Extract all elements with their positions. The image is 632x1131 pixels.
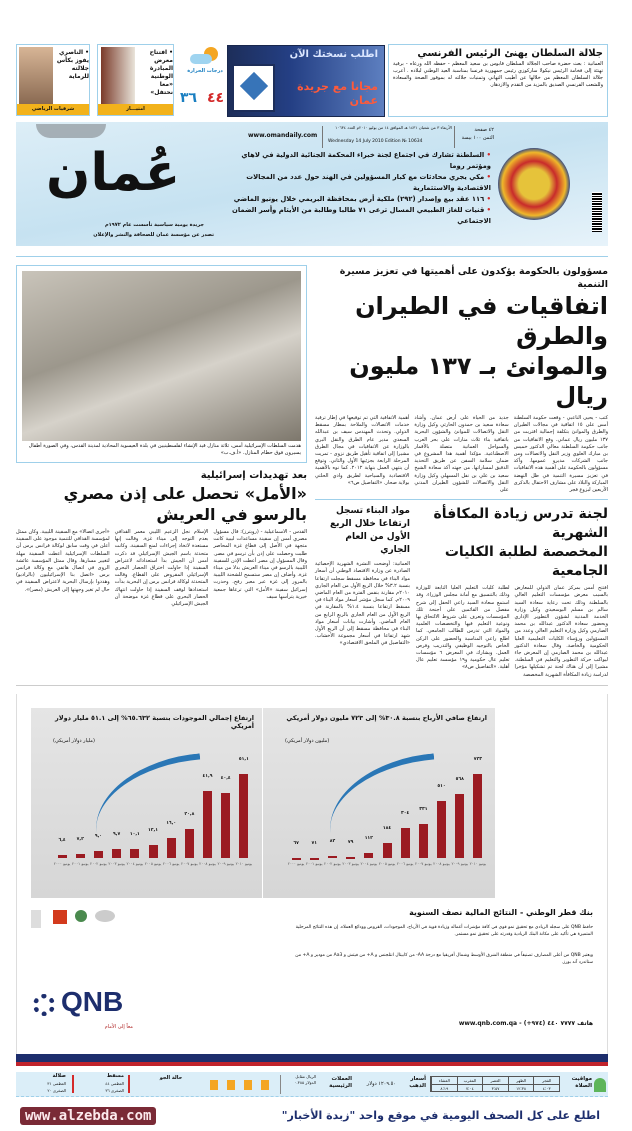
prayer-times-table [430,1076,560,1092]
sports-teaser[interactable] [16,44,90,116]
chart-value-label: ٩,٧ [113,832,121,838]
qnb-contact[interactable]: هاتف ٧٧٧٧ ٤٤٠ (٩٧٤+) - www.qnb.com.qa [458,1019,593,1027]
national-emblem [498,148,570,220]
sun-cloud-icon [190,47,218,65]
prayer-name: الفجر [534,1077,559,1085]
culture-teaser-text: • افتتاح معرض المبادرة الوطنية «معا نحتفل» [149,49,173,96]
chart-category-label: يونيو ٢٠٠١ [305,860,323,866]
chart-bar [419,824,428,857]
chart-value-label: ٤٠,٤ [220,776,231,782]
chart-value-label: ٥٦٨ [455,777,464,783]
main-col-2: جديد من الحياة على أرض عمان. وأشاد سعادة سعيد بن حمدون الحارثي وكيل وزارة النقل والاتصالات للموانئ والشؤون البحرية باتفاقية بناء ثلاث منارات على بحر العرب والسواحل العمانية متصلة بالأقمار الاصطناعية. مؤكدا أهمية هذا المشروع في ضمان سلامة السفن عن طريق التحديد الدقيق لمساراتها. من جهته أكد سعادة الشيخ سعيد بن علي بن نفل المسهلي وكيل وزارة النقل والاتصالات للشؤون الطيران المدني على [414,415,509,494]
sports-photo [19,47,53,104]
banner-url[interactable]: www.alzebda.com [20,1107,156,1125]
chart-value-label: ٨٢ [329,839,336,845]
city-1: مسقط [106,1072,124,1079]
left-column [16,265,307,608]
weather-icons [210,1080,276,1090]
chart-value-label: ٧١ [311,840,318,846]
story4-kicker: بعد تهديدات إسرائيلية [200,470,307,481]
chart-value-label: ٧٩ [347,839,354,845]
story4-col-1: القدس - الاسماعيلية - (رويترز): قال مسؤول مصري أمس إن سفينة مساعدات ليبية كانت متجهة في الأصل إلى قطاع غزة المحاصر طلبت وحصلت على إذن بأن ترسو في مصر. وقال المسؤول إن مصر أعطت الإذن للسفينة الليبية بالرسو في ميناء العريش بدلا من ميناء غزة. وأضاف إن مصر ستسمح للشحنة الليبية بالمرور إلى غزة عبر معبر رفح. وحذرت إسرائيل سفينة «الأمل» التي ترعاها جمعية خيرية يترأسها سيف [213,529,307,600]
masthead-cloud [36,124,106,138]
sports-teaser-text: • الناصري يفوز بكأس جلالته للرماية [56,49,89,80]
chart-value-label: ٣٣١ [419,807,428,813]
main-col-3: أهمية الاتفاقية التي تم توقيعها في إطار ترقية خدمات الاتصالات والملاحة بمطار مسقط الدولي. وتحدث المهندس سيف بن عبدالله السعدي مدير عام الطرق والنقل البري بالوزارة عن الاتفاقيات في مجال الطرق مشيرا إلى اتفاقية تأهيل طريق نزوى - تمريت المرحلة الرابعة بجزئيها الأول والثاني. وتوقع أن ينتهي العمل بنهاية ٢٠١٢. كما نوه بالأهمية الاقتصادية والسياحية لطريق وادي الحلتي بولاية صحار. «التفاصيل ص٦» [315,415,410,486]
info-strip [16,1072,608,1097]
chart-category-label: يونيو ٢٠٠٤ [126,860,144,866]
prayer-time: ١٢:٣٨ [516,1085,527,1091]
story2-col-2: لطلبة كليات التعليم العليا التابعة للوزارة وذلك بالتنسيق مع أمانة مجلس الوزراء. وقد استمع سعادة السيد راعي الحفل إلى شرح مفصل من القائمين على أجنحة تلك المؤسسات وتعرف على شروط الالتحاق بها ونوعية التعليم فيها والتخصصات العلمية والمواد التي تدرس للطالب الجامعي. كما اطلع راعي المناسبة والحضور على الركن الخاص بالتوجيه الوظيفي والتدريب وفرص العمل. ويشارك في المعرض ٦ مؤسسات تعليم عال حكومية و١٩ مؤسسة تعليم عال أهلية. «التفاصيل ص٨» [416,585,510,671]
photo-box [16,265,307,463]
date-arabic: الأربعاء ٣ من شعبان ١٤٣١ هـ الموافق ١٤ من يوليو ٢٠١٠م العدد ١٠٦٣٤ [335,125,452,130]
date-english: Wednesday 14 July 2010 Edition № 10634 [328,139,423,144]
barcode [592,192,602,232]
story3-col: العمانية: أوضحت النشرة الشهرية الإحصائية الصادرة عن وزارة الاقتصاد الوطني أن أسعار مواد البناء في محافظة مسقط سجلت ارتفاعا بنسبة ٣.٢% خلال الربع الأول من العام الجاري ٢٠١٠م مقارنة بنفس الفترة من العام الماضي ٢٠٠٩م. كما سجل مؤشر أسعار مواد البناء في مسقط ارتفاعا بنسبة ١.٤% بالمقارنة في الربع الأول من العام الجاري بالربع الرابع من العام الماضي. وأشارت بيانات أسعار مواد البناء في محافظة مسقط إلى أن الربع الأول شهد ارتفاعا في أسعار مجموعة الأخشاب. «التفاصيل في الملحق الاقتصادي» [315,561,411,647]
story3 [315,505,410,647]
ad-title: اطلب نسختك الآن [289,49,378,60]
main-col-1: كتب - يحيى الناعبي - وقعت حكومة السلطنة أمس على ١٥ اتفاقية في مجالات الطيران والطرق والموانئ بتكلفة إجمالية اقتربت من ١٣٧ مليون ريال عماني. وقع الاتفاقيات من جانب حكومة السلطنة معالي الدكتور خميس بن مبارك العلوي وزير النقل والاتصالات ومن جانب الشركات مديرو عمومها. وأكد مسؤولون بالحكومة على أهمية هذه الاتفاقيات في تعزيز مسيرة التنمية في ظل النهضة المباركة والبلاد على مشارف الاحتفال بالذكرى الأربعين لبزوغ فجر [513,415,608,494]
lead-brief-title: جلالة السلطان يهنئ الرئيس الفرنسي [417,48,603,59]
culture-teaser[interactable] [97,44,174,116]
chart-bar [383,843,392,858]
chart-category-label: يونيو ٢٠٠٩ [217,860,234,866]
qnb-logo[interactable]: QNB [61,985,124,1017]
photo-caption: هدمت السلطات الإسرائيلية أمس، ثلاثة منازل قيد الإنشاء لفلسطينيين في بلدة العيسوية المحاذية لمدينة القدس، وفي الصورة أطفال يسيرون فوق حطام المنازل. «أ.ف.ب» [28,443,301,456]
gold-value: ١٢٠٩.٥٠ دولار [366,1080,396,1087]
currency-label: العملات الرئيسية [329,1075,352,1089]
prayer-time-cell [508,1077,534,1091]
banner-text: اطلع على كل الصحف اليومية في موقع واحد "زبدة الأخبار" [281,1109,600,1123]
bullet-item[interactable]: • السلطنة تشارك في اجتماع لجنة خبراء المحكمة الجنائية الدولية في لاهاي ومؤتمر روما [241,151,491,170]
chart-value-label: ٦٧ [293,841,299,847]
temp-low: ٣٦ [180,90,198,106]
chart-bar [167,838,176,858]
story2-headline-1[interactable]: لجنة تدرس زيادة المكافأة الشهرية [433,506,608,542]
mosque-icon [594,1078,606,1092]
chart-bar [328,856,337,858]
gold-label: أسعار الذهب [409,1075,426,1089]
chart-bar [203,791,212,858]
chart-value-label: ٦,٤ [58,838,66,844]
story3-headline[interactable]: مواد البناء تسجل ارتفاعا خلال الربع الأول من العام الجاري [329,506,410,556]
chart-bar [94,851,103,858]
prayer-time: ٨:١٩ [440,1085,449,1091]
award-logos [31,910,121,930]
city-2-low: الصغرى ٢٠ [47,1087,66,1093]
weather-status-label: حالة الجو [159,1074,183,1081]
prayer-time-cell [457,1077,483,1091]
main-headline-1[interactable]: اتفاقيات في الطيران والطرق [355,292,608,350]
chart-value-label: ٤١,٩ [202,773,213,779]
chart-category-label: يونيو ٢٠٠٢ [90,860,107,866]
chart-profit-unit: (مليون دولار أمريكي) [285,737,330,744]
prayer-label: مواقيت الصلاة [571,1075,592,1089]
chart-assets-title: ارتفاع إجمالي الموجودات بنسبة ٦٥.٦٣٢% إلى ٥١.١ مليار دولار أمريكي [55,713,254,730]
chart-bar [76,854,85,858]
weather-label: درجات الحرارة [187,68,223,74]
masthead-tagline: جريدة يومية سياسية تأسست عام ١٩٧٢م [104,222,204,228]
chart-category-label: يونيو ٢٠٠٨ [433,860,450,866]
prayer-time: ٤:٠٣ [542,1085,551,1091]
chart-bar [473,774,482,858]
headline-bullets [221,150,491,227]
bank-text-2: ويعتبر QNB من أعلى المصارف تصنيفاً في منطقة الشرق الأوسط وشمال أفريقيا مع درجة AA- من كابيتال انتلجنس و A+ من فيتش و Aa3 من موديز و A+ من ستاندرد آند بورز. [295,952,593,965]
chart-category-label: يونيو ٢٠٠٦ [162,860,180,866]
chart-category-label: يونيو ٢٠٠٣ [108,860,125,866]
chart-category-label: يونيو ٢٠٠٨ [199,860,216,866]
news-section [16,265,608,679]
thermometer-icon [72,1075,74,1093]
prayer-name: المغرب [458,1077,483,1085]
main-headline-2[interactable]: والموانئ بـ ١٣٧ مليون ريال [349,352,608,410]
chart-category-label: يونيو ٢٠٠٤ [360,860,378,866]
chart-assets-plot [53,758,253,883]
chart-category-label: يونيو ٢٠٠٧ [415,860,432,866]
prayer-time: ٧:٠٤ [466,1085,474,1091]
temp-high: ٤٤ [207,90,225,106]
main-kicker: مسؤولون بالحكومة يؤكدون على أهميتها في تعزيز مسيرة التنمية [339,266,608,290]
newspaper-logo[interactable]: عُمان [46,143,181,203]
masthead [16,122,608,246]
chart-bar [58,855,67,858]
story2-headline-2[interactable]: المخصصة لطلبة الكليات الجامعية [444,544,608,580]
chart-profit-title: ارتفاع صافي الأرباح بنسبة ٣٠.٨% إلى ٧٢٣ مليون دولار أمريكي [286,713,487,722]
chart-bar [310,858,319,860]
chart-bar [437,801,446,857]
city-1-low: الصغرى ٣٦ [105,1087,124,1093]
prayer-time-cell [482,1077,508,1091]
city-2: صلالة [52,1072,66,1079]
chart-category-label: يونيو ٢٠١٠ [469,860,487,866]
chart-category-label: يونيو ٢٠٠٧ [181,860,198,866]
prayer-time-cell [533,1077,559,1091]
ad-booklet [232,64,275,112]
chart-bar [364,853,373,858]
culture-label: امتيـــاز [98,104,173,115]
bullet-item[interactable]: • ١١٦ عقد بيع وإصدار (٢٩٢) ملكية أرض بمحافظة البريمي خلال يونيو الماضي [233,195,491,203]
demolition-photo[interactable] [22,271,301,441]
story2-col-1: افتتح أمس بمركز عمان الدولي للمعارض بالسيب معرض مؤسسات التعليم العالي بالسلطنة وذلك تحت رعاية سعادة السيد سالم بن مسلم البوسعيدي وكيل وزارة الخدمة المدنية لشؤون التطوير الإداري ويحضور سعادة الدكتور عبدالله بن محمد الصارمي وكيل وزارة التعليم العالي وعدد من المسؤولين ورؤساء الكليات التعليمية العليا الحكومية والخاصة. وقال سعادة الدكتور عبدالله بن محمد الصارمي إن المعرض جاء ليواكب حركة التطوير والتعليم في السلطنة. مشيرا إلى أن هناك لجنة تم تشكيلها مؤخرا لدراسة زيادة المكافأة الشهرية المخصصة [514,585,608,678]
lead-brief[interactable] [388,44,608,117]
chart-assets-unit: (مليار دولار أمريكي) [53,737,95,744]
chart-category-label: يونيو ٢٠٠٠ [287,860,305,866]
culture-photo [101,47,135,104]
ad-subtitle: مجانا مع جريدة عمان [297,80,378,107]
chart-category-label: يونيو ٢٠٠٥ [144,860,162,866]
masthead-publisher: تصدر عن مؤسسة عمان للصحافة والنشر والإعلان [93,232,214,238]
prayer-name: الظهر [509,1077,534,1085]
ad-banner[interactable] [227,45,385,117]
chart-value-label: ٩,٠ [94,833,103,839]
chart-value-label: ١٨٤ [382,826,392,832]
sports-label: شرفيات الرياضي [17,104,89,115]
growth-arrow-icon [324,753,440,832]
bank-text-1: حافظ QNB على سجله الريادي مع تحقيق نمو قوي في كافة مؤشرات أعماله وزيادة قوية في الأرباح، الموجودات، القروض وودائع العملاء. إن هذه النتائج المرحلية المتميزة هي تأكيد على مكانة البنك الريادية وقدرته على تحقيق نمو مستمر. [295,924,593,937]
chart-value-label: ٧٢٣ [473,757,483,763]
chart-value-label: ٣٠٤ [401,810,410,816]
ad-color-band [16,1054,608,1066]
bullet-item[interactable]: • قنيات للغاز الطبيعي المسال ترعى ٧١ طالبا وطالبة من الأيتام وأسر الضمان الاجتماعي [232,206,491,225]
currency-values: الريال مقابل الدولار ٠.٣٨٥ [294,1073,316,1085]
chart-value-label: ١١٢ [364,835,373,841]
chart-value-label: ٢٠,٨ [184,812,195,818]
chart-category-label: يونيو ٢٠٠١ [71,860,89,866]
city-2-high: العظمى ٣١ [47,1080,66,1086]
chart-value-label: ١٠,١ [129,831,140,837]
chart-bar [401,828,410,858]
chart-value-label: ٧,٢ [76,836,84,842]
chart-category-label: يونيو ٢٠٠٣ [342,860,359,866]
chart-bar [221,793,230,857]
website[interactable]: www.omandaily.com [248,132,318,139]
price: الثمن ١٠٠ بيسة [461,135,494,141]
right-column [315,265,608,679]
qnb-logo-icon [33,994,55,1016]
prayer-time: ٣:٥٧ [491,1085,500,1091]
chart-category-label: يونيو ٢٠٠٠ [53,860,71,866]
bullet-item[interactable]: • مكي يجري محادثات مع كبار المسؤولين في الهند حول عدد من المجالات الاقتصادية والاستثمارية [246,173,491,192]
chart-profit [263,708,495,898]
chart-bar [112,849,121,858]
chart-value-label: ١٦,٠ [166,820,177,826]
lead-brief-text: العمانية : بعث حضرة صاحب الجلالة السلطان قابوس بن سعيد المعظم - حفظه الله ورعاه - برقية تهنئة إلى فخامة الرئيس نيكولا ساركوزي رئيس جمهورية فرنسا بمناسبة العيد الوطني لبلاده . أعرب جلالة السلطان المعظم من خلالها عن أطيب التهاني وتمنيات جلالته له بموفور الصحة والسعادة وللشعب الفرنسي الصديق بالمزيد من التقدم والازدهار. [393,61,603,88]
story2 [416,505,608,679]
chart-category-label: يونيو ٢٠١٠ [235,860,253,866]
banner [16,1107,608,1131]
chart-category-label: يونيو ٢٠٠٦ [396,860,414,866]
qnb-advert[interactable] [16,694,608,1054]
page-count: ٤٢ صفحة [474,127,494,133]
city-1-high: العظمى ٤٤ [105,1080,124,1086]
chart-category-label: يونيو ٢٠٠٢ [324,860,341,866]
growth-arrow-icon [90,753,206,832]
chart-assets [31,708,262,898]
chart-bar [239,774,248,858]
chart-bar [185,829,194,858]
chart-value-label: ٥١,١ [238,756,249,762]
content-flow [16,256,608,1131]
prayer-name: العشاء [432,1077,457,1085]
chart-profit-plot [287,758,487,883]
chart-bar [149,845,158,858]
story4-headline[interactable]: «الأمل» تحصل على إذن مصري بالرسو في العريش [63,484,307,524]
chart-bar [346,857,355,859]
chart-category-label: يونيو ٢٠٠٥ [378,860,396,866]
chart-bar [455,794,464,858]
story4-col-3: «أجرى اتصالا» مع السفينة الليبية. وكان ممثل لمؤسسة القذافي للتنمية موجود على السفينة أعلن في وقت سابق لوكالة فرانس برس أن السلطات الإسرائيلية أعطت السفينة مهلة لتغيير مسارها. وقال ممثل المؤسسة عائشة الروى في اتصال هاتفي مع وكالة فرانس برس «اتصل بنا الإسرائيليون (بالراديو) وهددوا بإرسال البحرية لاعتراض السفينة في حال لم تغير وجهتها إلى العريش (مصر)». [15,529,110,593]
thermometer-icon [128,1075,130,1093]
story4-col-2: الإسلام نجل الزعيم الليبي معمر القذافي بعدم التوجه إلى ميناء غزة. وقالت إنها مستعدة لاتخاذ إجراءات لمنع السفينة. وكانت متحدثة باسم الجيش الإسرائيلي قد ذكرت أمس أن الجيش بدأ استعداداته لاعتراض السفينة إذا حاولت اختراق الحصار البحري الإسرائيلي المفروض على القطاع. وقالت المتحدثة لوكالة فرانس برس إن البحرية بدأت استعدادها لوقف السفينة إذا حاولت انتهاك الحصار البحري على قطاع غزة موضحة أن الجيش الإسرائيلي [114,529,209,608]
prayer-name: العصر [483,1077,508,1085]
chart-value-label: ٥١٠ [437,784,446,790]
bank-title: بنك قطر الوطني - النتائج المالية نصف السنوية [409,907,593,917]
chart-category-label: يونيو ٢٠٠٩ [451,860,468,866]
prayer-time-cell [431,1077,457,1091]
qnb-tagline: معاً إلى الأمام [104,1023,133,1030]
chart-bar [130,849,139,858]
chart-value-label: ١٢,١ [148,827,158,833]
